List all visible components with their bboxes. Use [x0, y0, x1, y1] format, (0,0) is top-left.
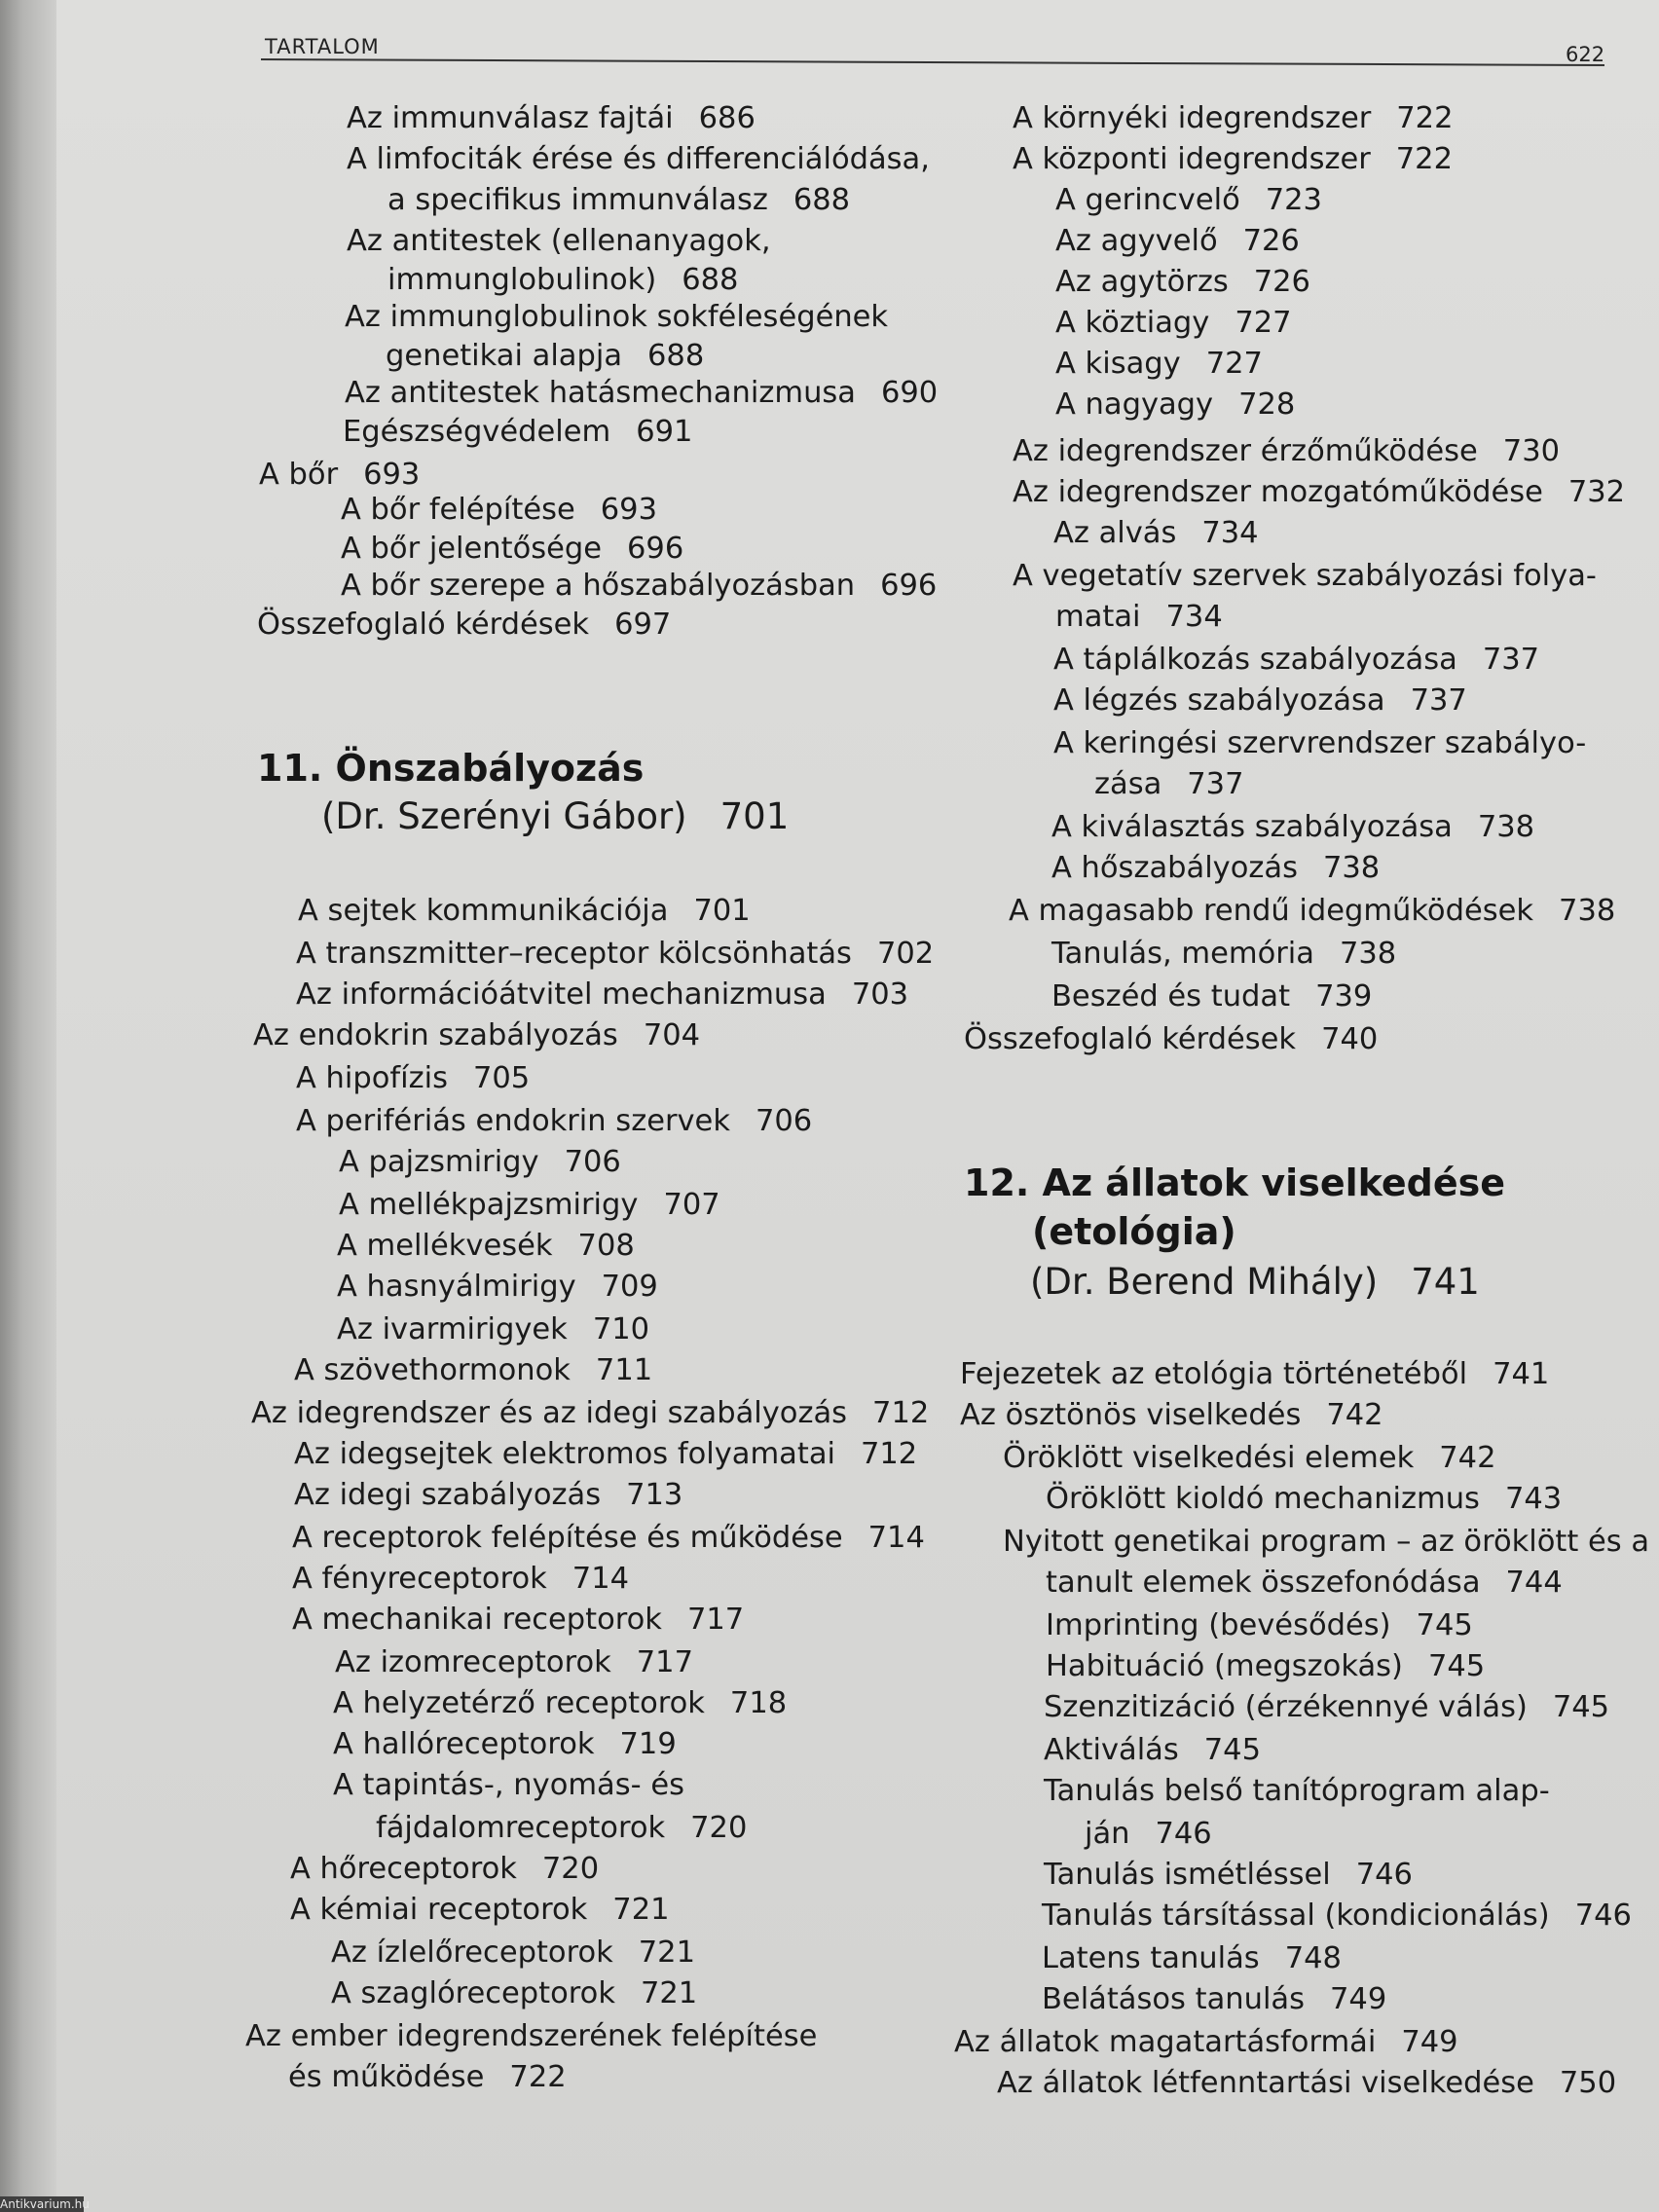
toc-entry: A környéki idegrendszer 722: [1013, 101, 1454, 135]
toc-entry: Az idegrendszer és az idegi szabályozás 712: [251, 1396, 930, 1430]
toc-entry: matai 734: [1055, 600, 1223, 634]
toc-entry: A táplálkozás szabályozása 737: [1053, 643, 1540, 677]
toc-entry: Az alvás 734: [1053, 516, 1259, 550]
toc-entry: Az idegi szabályozás 713: [294, 1478, 683, 1512]
page-number: 622: [1566, 43, 1605, 66]
chapter-12-author: (Dr. Berend Mihály) 741: [1030, 1261, 1480, 1303]
toc-entry: Tanulás ismétléssel 746: [1044, 1858, 1413, 1892]
chapter-12-title: 12. Az állatok viselkedése: [964, 1161, 1506, 1204]
toc-entry: Az idegrendszer érzőműködése 730: [1013, 434, 1561, 468]
toc-entry: tanult elemek összefonódása 744: [1046, 1566, 1563, 1600]
toc-entry: Az ízlelőreceptorok 721: [331, 1936, 695, 1970]
toc-entry: Az állatok létfenntartási viselkedése 750: [997, 2066, 1617, 2100]
toc-entry: A magasabb rendű idegműködések 738: [1009, 894, 1616, 928]
toc-entry: A mellékpajzsmirigy 707: [339, 1188, 720, 1222]
toc-entry: genetikai alapja 688: [386, 339, 705, 373]
toc-entry: A keringési szervrendszer szabályo-: [1053, 726, 1587, 760]
toc-entry: A kisagy 727: [1055, 347, 1263, 381]
toc-entry: A hasnyálmirigy 709: [337, 1270, 658, 1304]
running-head: TARTALOM: [265, 35, 380, 58]
chapter-11-author: (Dr. Szerényi Gábor) 701: [321, 795, 790, 837]
toc-entry: Nyitott genetikai program – az öröklött és a: [1003, 1525, 1650, 1559]
toc-entry: Az izomreceptorok 717: [335, 1645, 693, 1679]
toc-entry: A szövethormonok 711: [294, 1353, 653, 1387]
toc-entry: A bőr szerepe a hőszabályozásban 696: [341, 569, 938, 603]
toc-entry: Az endokrin szabályozás 704: [253, 1018, 701, 1052]
toc-entry: A perifériás endokrin szervek 706: [296, 1104, 813, 1138]
toc-entry: A receptorok felépítése és működése 714: [292, 1521, 925, 1555]
toc-entry: A központi idegrendszer 722: [1013, 142, 1453, 176]
toc-entry: A szaglóreceptorok 721: [331, 1976, 698, 2010]
toc-entry: Imprinting (bevésődés) 745: [1046, 1608, 1473, 1642]
toc-entry: a specifikus immunválasz 688: [387, 183, 851, 217]
toc-entry: Az agytörzs 726: [1055, 265, 1310, 299]
toc-entry: A transzmitter–receptor kölcsönhatás 702: [296, 937, 935, 971]
toc-entry: és működése 722: [288, 2060, 567, 2094]
toc-entry: Összefoglaló kérdések 740: [964, 1022, 1379, 1056]
toc-entry: ján 746: [1085, 1817, 1212, 1851]
toc-entry: A vegetatív szervek szabályozási folya-: [1013, 559, 1597, 593]
toc-entry: Az agyvelő 726: [1055, 224, 1300, 258]
toc-entry: A helyzetérző receptorok 718: [333, 1686, 788, 1720]
watermark: Antikvarium.hu: [0, 2197, 90, 2211]
toc-entry: A tapintás-, nyomás- és: [333, 1768, 684, 1802]
toc-entry: A bőr felépítése 693: [341, 493, 657, 527]
toc-entry: A fényreceptorok 714: [292, 1562, 630, 1596]
toc-entry: A limfociták érése és differenciálódása,: [347, 142, 930, 176]
toc-entry: Az antitestek hatásmechanizmusa 690: [345, 376, 939, 410]
toc-entry: Az idegsejtek elektromos folyamatai 712: [294, 1437, 918, 1471]
toc-entry: Tanulás társítással (kondicionálás) 746: [1042, 1899, 1632, 1933]
toc-entry: A gerincvelő 723: [1055, 183, 1322, 217]
toc-entry: Tanulás, memória 738: [1051, 937, 1397, 971]
toc-entry: Az immunválasz fajtái 686: [347, 101, 756, 135]
chapter-11-title: 11. Önszabályozás: [257, 747, 645, 790]
toc-entry: Beszéd és tudat 739: [1051, 979, 1373, 1014]
toc-entry: Az ember idegrendszerének felépítése: [245, 2019, 818, 2053]
toc-entry: A köztiagy 727: [1055, 306, 1292, 340]
toc-entry: Az ivarmirigyek 710: [337, 1312, 650, 1346]
toc-entry: Öröklött kioldó mechanizmus 743: [1046, 1482, 1563, 1516]
toc-entry: Összefoglaló kérdések 697: [257, 608, 672, 642]
toc-entry: Az idegrendszer mozgatóműködése 732: [1013, 475, 1626, 509]
toc-entry: Az immunglobulinok sokféleségének: [345, 300, 889, 334]
chapter-12-subtitle: (etológia): [1032, 1210, 1236, 1253]
toc-entry: Egészségvédelem 691: [343, 415, 693, 449]
toc-entry: A kémiai receptorok 721: [290, 1893, 670, 1927]
toc-entry: Az információátvitel mechanizmusa 703: [296, 977, 909, 1012]
toc-entry: Tanulás belső tanítóprogram alap-: [1044, 1774, 1550, 1808]
toc-entry: Öröklött viselkedési elemek 742: [1003, 1441, 1496, 1475]
toc-entry: A hallóreceptorok 719: [333, 1727, 677, 1761]
toc-entry: Az állatok magatartásformái 749: [954, 2025, 1458, 2059]
toc-entry: A hőszabályozás 738: [1051, 851, 1381, 885]
toc-entry: A hőreceptorok 720: [290, 1852, 600, 1886]
toc-entry: Az antitestek (ellenanyagok,: [347, 224, 771, 258]
toc-entry: A hipofízis 705: [296, 1061, 531, 1095]
toc-entry: A bőr 693: [259, 458, 421, 492]
toc-entry: Szenzitizáció (érzékennyé válás) 745: [1044, 1690, 1610, 1724]
toc-entry: A sejtek kommunikációja 701: [298, 894, 751, 928]
toc-entry: Fejezetek az etológia történetéből 741: [960, 1357, 1550, 1391]
toc-entry: Latens tanulás 748: [1042, 1941, 1342, 1975]
toc-entry: Belátásos tanulás 749: [1042, 1982, 1387, 2016]
toc-entry: Az ösztönös viselkedés 742: [960, 1398, 1383, 1432]
toc-entry: A pajzsmirigy 706: [339, 1145, 621, 1179]
toc-entry: A nagyagy 728: [1055, 387, 1296, 422]
toc-entry: A mellékvesék 708: [337, 1229, 635, 1263]
toc-entry: immunglobulinok) 688: [387, 263, 739, 297]
toc-entry: A mechanikai receptorok 717: [292, 1603, 745, 1637]
toc-entry: fájdalomreceptorok 720: [376, 1811, 748, 1845]
toc-entry: A bőr jelentősége 696: [341, 532, 684, 566]
toc-entry: A kiválasztás szabályozása 738: [1051, 810, 1535, 844]
toc-entry: Aktiválás 745: [1044, 1733, 1261, 1767]
toc-entry: Habituáció (megszokás) 745: [1046, 1649, 1486, 1683]
toc-entry: A légzés szabályozása 737: [1053, 683, 1467, 718]
toc-entry: zása 737: [1094, 767, 1244, 801]
